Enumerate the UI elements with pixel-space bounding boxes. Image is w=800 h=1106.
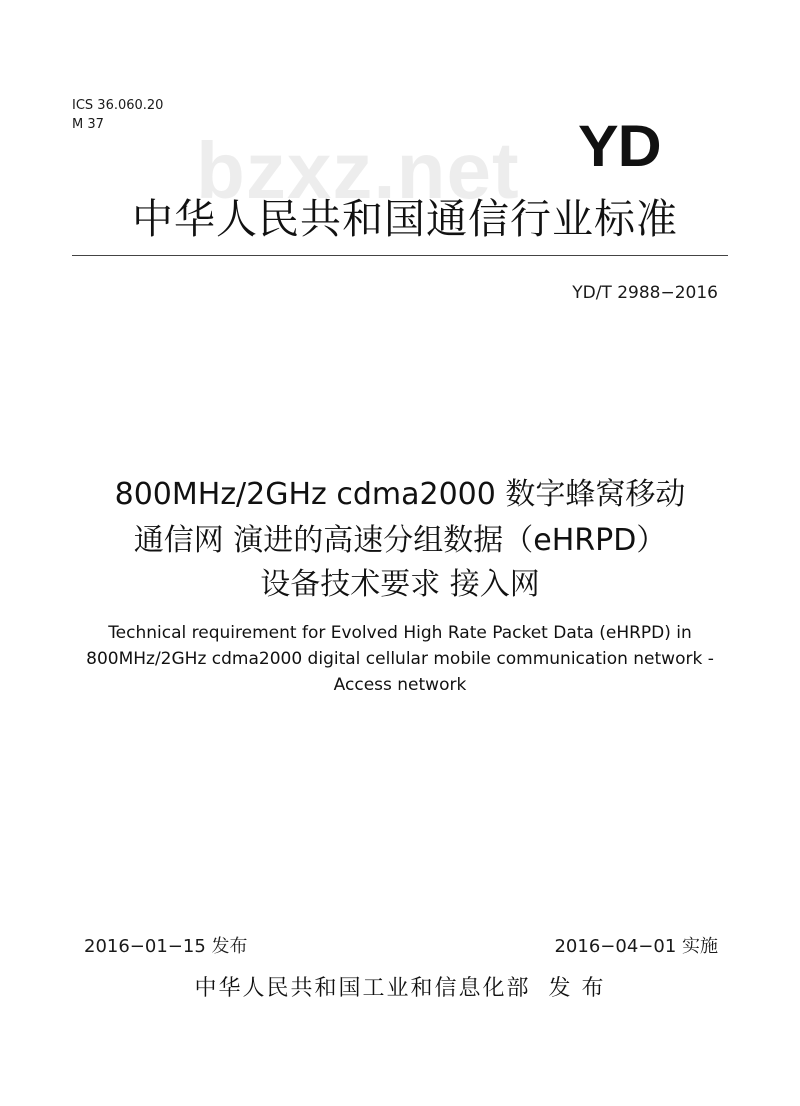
title-cn-line2: 通信网 演进的高速分组数据（eHRPD）: [133, 523, 667, 558]
header-divider: [72, 255, 728, 256]
title-cn-line3: 设备技术要求 接入网: [260, 567, 540, 602]
publisher-name: 中华人民共和国工业和信息化部: [194, 976, 531, 1001]
watermark: bzxz.net: [196, 126, 520, 215]
publisher-line: [0, 974, 800, 1004]
ics-code: ICS 36.060.20: [72, 98, 164, 113]
title-en-line1: Technical requirement for Evolved High Rate Packet Data (eHRPD) in: [108, 623, 692, 643]
standard-number: YD/T 2988−2016: [572, 283, 718, 303]
yd-logo: YD: [578, 114, 661, 179]
title-en-line2: 800MHz/2GHz cdma2000 digital cellular mobile communication network -: [86, 649, 714, 669]
issue-date: 2016−01−15 发布: [84, 936, 248, 957]
org-title: 中华人民共和国通信行业标准: [132, 195, 678, 243]
publisher-action: 发 布: [548, 976, 606, 1001]
implementation-date: 2016−04−01 实施: [554, 936, 718, 957]
title-en-line3: Access network: [333, 675, 467, 695]
title-cn-line1: 800MHz/2GHz cdma2000 数字蜂窝移动: [114, 477, 686, 512]
ccs-code: M 37: [72, 117, 104, 132]
